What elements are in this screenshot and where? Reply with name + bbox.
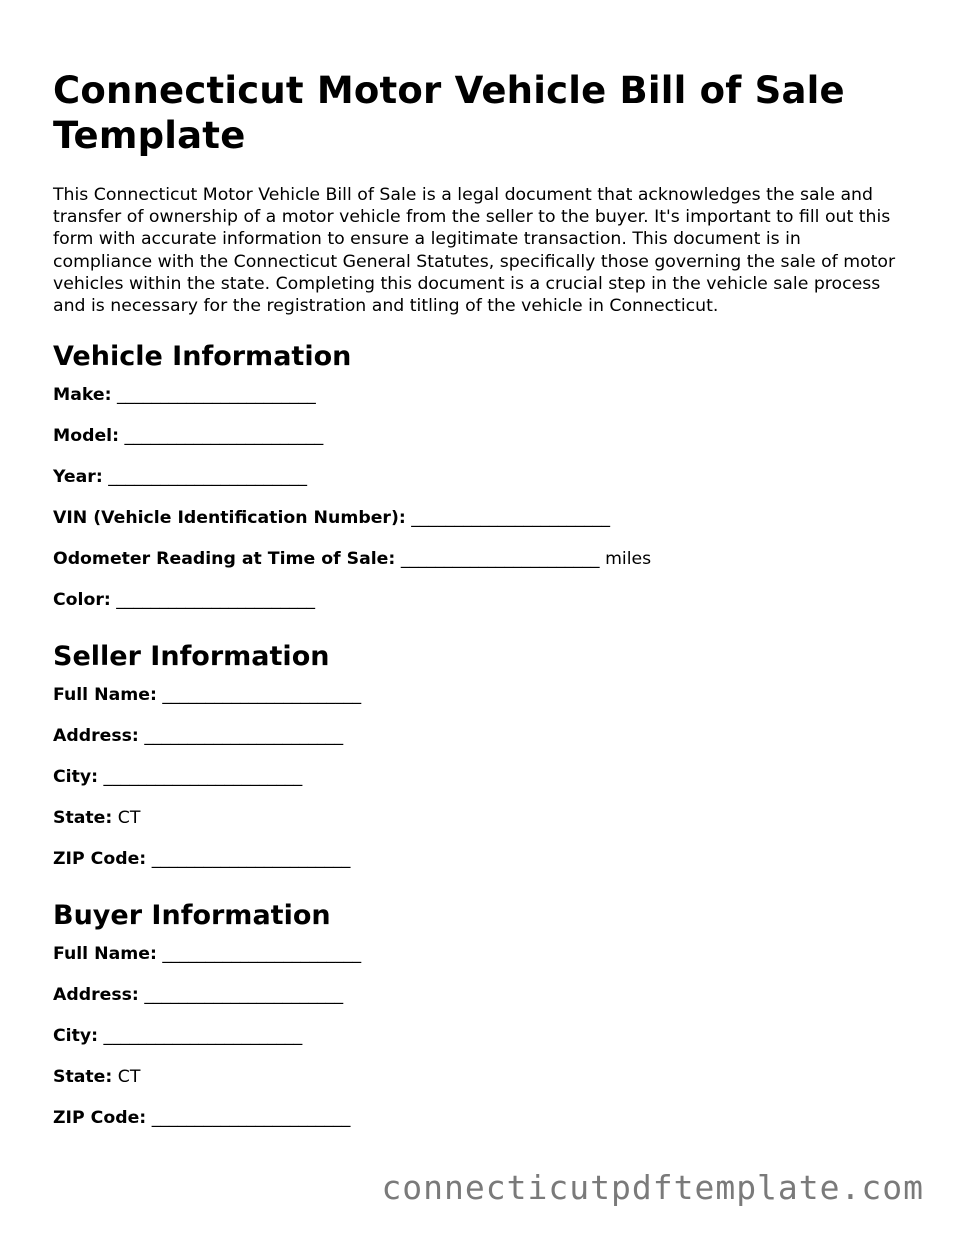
seller-state-field: [53, 807, 903, 848]
seller-zip-blank[interactable]: _______________________: [151, 849, 351, 870]
buyer-zip-label: ZIP Code:: [53, 1108, 147, 1129]
seller-address-blank[interactable]: _______________________: [144, 726, 344, 747]
make-blank[interactable]: _______________________: [117, 385, 316, 406]
buyer-section: [53, 899, 903, 1148]
seller-zip-label: ZIP Code:: [53, 849, 147, 870]
odometer-label: Odometer Reading at Time of Sale:: [53, 549, 396, 570]
year-field: [53, 466, 903, 507]
vin-blank[interactable]: _______________________: [411, 508, 610, 529]
seller-address-label: Address:: [53, 726, 139, 747]
seller-zip-field: [53, 848, 903, 889]
document-title: Connecticut Motor Vehicle Bill of Sale Template: [53, 69, 845, 157]
seller-city-blank[interactable]: _______________________: [103, 767, 303, 788]
buyer-name-label: Full Name:: [53, 944, 157, 965]
year-label: Year:: [53, 467, 103, 488]
buyer-state-label: State:: [53, 1067, 113, 1088]
buyer-name-blank[interactable]: _______________________: [162, 944, 362, 965]
odometer-unit: miles: [605, 549, 652, 570]
seller-state-label: State:: [53, 808, 113, 829]
seller-name-field: [53, 684, 903, 725]
vehicle-section: [53, 340, 903, 630]
buyer-city-label: City:: [53, 1026, 99, 1047]
seller-name-label: Full Name:: [53, 685, 157, 706]
seller-city-field: [53, 766, 903, 807]
seller-heading: Seller Information: [53, 641, 330, 673]
buyer-zip-blank[interactable]: _______________________: [151, 1108, 351, 1129]
document-page: [53, 68, 903, 1148]
buyer-state-field: [53, 1066, 903, 1107]
buyer-name-field: [53, 943, 903, 984]
buyer-heading: Buyer Information: [53, 900, 331, 932]
color-blank[interactable]: _______________________: [116, 590, 316, 611]
seller-address-field: [53, 725, 903, 766]
buyer-zip-field: [53, 1107, 903, 1148]
buyer-address-label: Address:: [53, 985, 139, 1006]
watermark: connecticutpdftemplate.com: [381, 1168, 924, 1207]
year-blank[interactable]: _______________________: [108, 467, 307, 488]
make-field: [53, 384, 903, 425]
buyer-city-field: [53, 1025, 903, 1066]
make-label: Make:: [53, 385, 112, 406]
odometer-blank[interactable]: _______________________: [400, 549, 600, 570]
vin-label: VIN (Vehicle Identification Number):: [53, 508, 406, 529]
model-label: Model:: [53, 426, 119, 447]
odometer-field: [53, 548, 903, 589]
model-field: [53, 425, 903, 466]
buyer-address-blank[interactable]: _______________________: [144, 985, 344, 1006]
seller-name-blank[interactable]: _______________________: [162, 685, 362, 706]
seller-section: [53, 640, 903, 889]
color-field: [53, 589, 903, 630]
color-label: Color:: [53, 590, 111, 611]
buyer-city-blank[interactable]: _______________________: [103, 1026, 303, 1047]
seller-city-label: City:: [53, 767, 99, 788]
vin-field: [53, 507, 903, 548]
vehicle-heading: Vehicle Information: [53, 341, 352, 373]
intro-paragraph: This Connecticut Motor Vehicle Bill of Sale is a legal document that acknowledges the sale and transfer of ownership of a motor vehicle from the seller to the buyer. It's important to fill out this form with accurate information to ensure a legitimate transaction. This document is in compliance with the Connecticut General Statutes, specifically those governing the sale of motor vehicles within the state. Completing this document is a crucial step in the vehicle sale process and is necessary for the registration and titling of the vehicle in Connecticut.: [53, 185, 896, 317]
buyer-state-value: CT: [117, 1067, 141, 1088]
model-blank[interactable]: _______________________: [124, 426, 324, 447]
buyer-address-field: [53, 984, 903, 1025]
seller-state-value: CT: [117, 808, 141, 829]
